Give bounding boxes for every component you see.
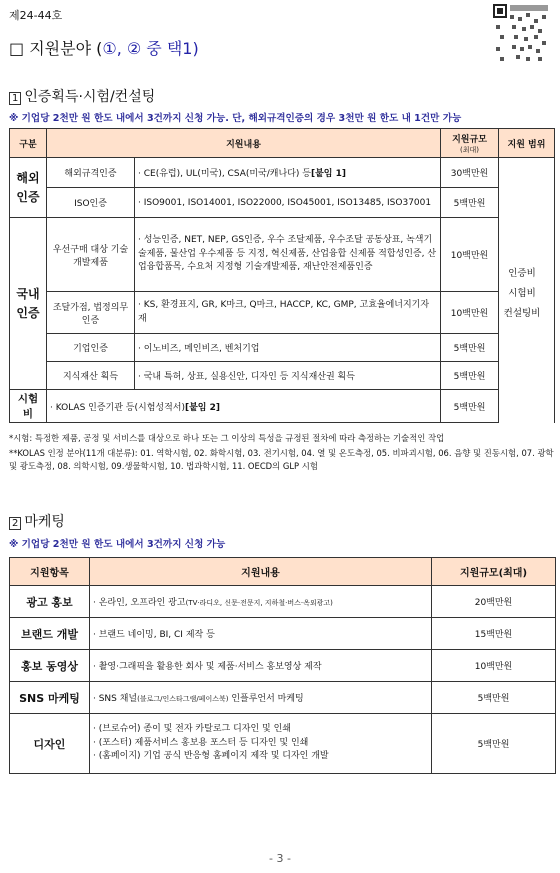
section-2-heading: 2 마케팅 [9,511,65,531]
header-item: 지원항목 [10,558,90,586]
category-overseas: 해외인증 [10,158,47,218]
row-scale: 5백만원 [432,714,556,774]
item-brand: 브랜드 개발 [10,618,90,650]
marketing-table [9,557,556,774]
header-content: 지원내용 [90,558,432,586]
header-range: 지원 범위 [499,129,555,158]
option-2-marker: ② [126,39,142,58]
row-content: · 성능인증, NET, NEP, GS인증, 우수 조달제품, 우수조달 공동상표, 녹색기술제품, 물산업 우수제품 등 지정, 혁신제품, 산업융합 신제품 적합성인증, 산업융합품목, 수요처 지정형 기술개발제품, 재난안전제품인증 [135,218,441,292]
item-design: 디자인 [10,714,90,774]
design-line: · (홈페이지) 기업 공식 반응형 홈페이지 제작 및 디자인 개발 [93,751,329,762]
row-scale: 5백만원 [441,334,499,362]
row-content: · 온라인, 오프라인 광고(TV·라디오, 신문·전문지, 지하철·버스·옥외광고) [90,586,432,618]
row-scale: 5백만원 [441,390,499,423]
row-content: · 이노비즈, 메인비즈, 벤처기업 [135,334,441,362]
document-number: 제24-44호 [9,9,63,22]
row-name: ISO인증 [47,188,135,218]
row-content: · KS, 환경표지, GR, K마크, Q마크, HACCP, KC, GMP, 고효율에너지기자재 [135,292,441,334]
row-scale: 5백만원 [432,682,556,714]
row-name: 우선구매 대상 기술개발제품 [47,218,135,292]
section-2-note: ※ 기업당 2천만 원 한도 내에서 3건까지 신청 가능 [9,539,226,550]
row-content: · CE(유럽), UL(미국), CSA(미국/캐나다) 등[붙임 1] [135,158,441,188]
page-title: □ 지원분야 (①, ② 중 택1) [9,39,199,58]
row-name: 해외규격인증 [47,158,135,188]
row-content: · 국내 특허, 상표, 실용신안, 디자인 등 지식재산권 획득 [135,362,441,390]
row-content: · KOLAS 인증기관 등(시험성적서)[붙임 2] [47,390,441,423]
row-scale: 30백만원 [441,158,499,188]
section-1-note: ※ 기업당 2천만 원 한도 내에서 3건까지 신청 가능. 단, 해외규격인증의 경우 3천만 원 한도 내 1건만 가능 [9,113,462,124]
row-content: · ISO9001, ISO14001, ISO22000, ISO45001, ISO13485, ISO37001 [135,188,441,218]
row-scale: 10백만원 [432,650,556,682]
row-content: · SNS 채널(블로그/인스타그램/페이스북) 인플루언서 마케팅 [90,682,432,714]
category-testing: 시험비 [10,390,47,423]
option-1-marker: ① [102,39,117,58]
qr-code-stamp-icon [492,3,552,65]
row-content: · 브랜드 네이밍, BI, CI 제작 등 [90,618,432,650]
row-scale: 5백만원 [441,362,499,390]
row-scale: 20백만원 [432,586,556,618]
header-scale: 지원규모 (최대) [441,129,499,158]
certification-table [9,128,555,423]
row-scale: 10백만원 [441,292,499,334]
design-line: · (포스터) 제품서비스 홍보용 포스터 등 디자인 및 인쇄 [93,737,309,748]
row-name: 조달가점, 법정의무인증 [47,292,135,334]
category-domestic: 국내인증 [10,218,47,390]
attachment-ref: [붙임 2] [185,402,221,413]
support-range-value: 인증비 시험비 컨설팅비 [503,268,541,319]
row-content: · 촬영·그래픽을 활용한 회사 및 제품·서비스 홍보영상 제작 [90,650,432,682]
footnote-kolas: **KOLAS 인정 분야(11개 대분류): 01. 역학시험, 02. 화학시험, 03. 전기시험, 04. 열 및 온도측정, 05. 비파괴시험, 06. 음향 및 진동시험, 07. 광학 및 광도측정, 08. 의학시험, 09.생물학시험, 10. 법과학시험, 11. OECD의 GLP 시험 [9,448,554,472]
header-scale: 지원규모(최대) [432,558,556,586]
item-video: 홍보 동영상 [10,650,90,682]
design-line: · (브로슈어) 종이 및 전자 카탈로그 디자인 및 인쇄 [93,723,291,734]
row-content [90,714,432,774]
row-scale: 5백만원 [441,188,499,218]
row-scale: 15백만원 [432,618,556,650]
header-content: 지원내용 [47,129,441,158]
header-category: 구분 [10,129,47,158]
row-name: 지식재산 획득 [47,362,135,390]
section-1-heading: 1 인증획득·시험/컨설팅 [9,86,155,106]
footnote-testing: *시험: 특정한 제품, 공정 및 서비스를 대상으로 하나 또는 그 이상의 특성을 규정된 절차에 따라 측정하는 기술적인 작업 [9,433,445,443]
row-scale: 10백만원 [441,218,499,292]
row-name: 기업인증 [47,334,135,362]
item-ad: 광고 홍보 [10,586,90,618]
page-number: - 3 - [269,852,291,865]
item-sns: SNS 마케팅 [10,682,90,714]
attachment-ref: [붙임 1] [310,169,346,179]
